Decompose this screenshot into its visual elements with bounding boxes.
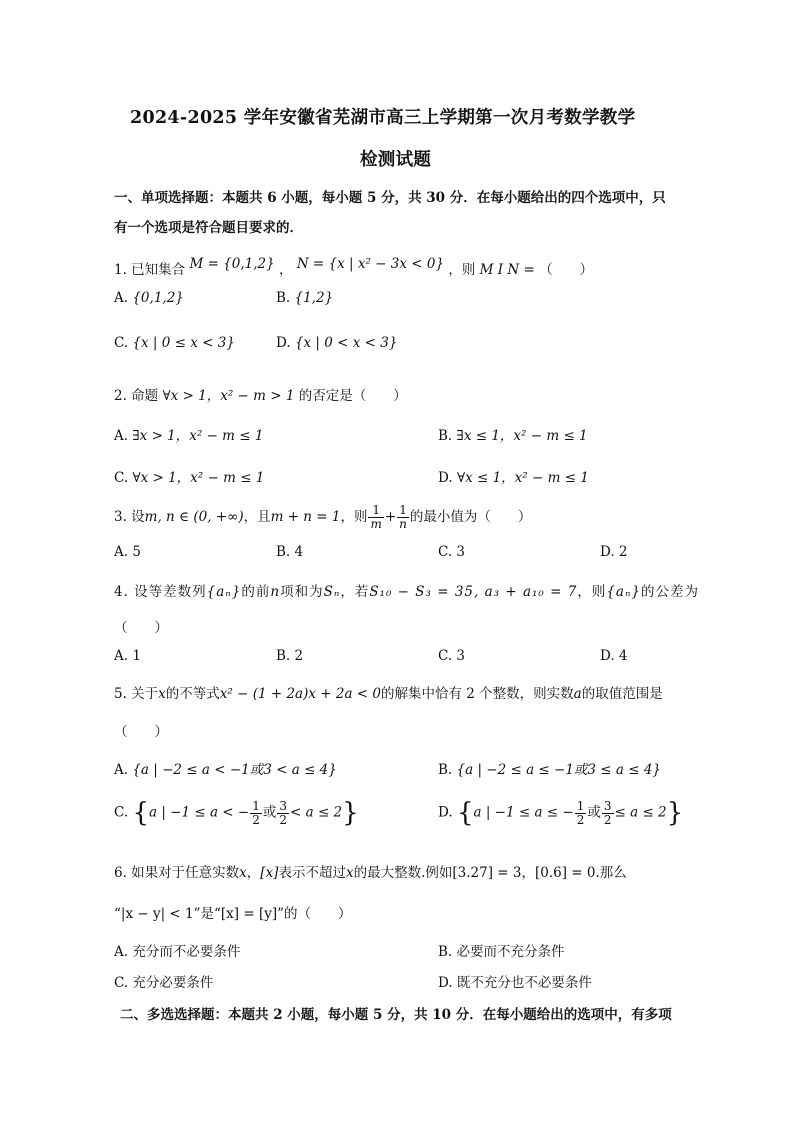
question-3-stem [114,504,531,531]
fraction [277,800,289,827]
q3-condition: m, n ∈ (0, +∞) [144,509,244,525]
q5-x: x [158,686,166,702]
q5-option-a[interactable] [114,758,337,778]
option-text: ≤ a ≤ 2 [614,804,667,821]
q4-stem-prefix: 4. 设等差数列 [114,584,207,600]
question-1-stem [114,258,593,278]
q5-option-c[interactable] [114,798,359,828]
option-text: < a ≤ 2 [290,804,343,821]
option-text: a | −1 ≤ a ≤ − [473,804,574,821]
q3-fraction-1 [368,504,383,531]
q3-stem-mid: ，且 [243,509,271,525]
q5-option-b[interactable] [438,758,661,778]
fraction-numerator: 1 [368,504,383,518]
option-text: {x | 0 < x < 3} [294,335,398,351]
q2-option-d[interactable] [438,466,589,486]
q4-option-a[interactable]: A. 1 [114,648,141,664]
q4-option-d[interactable]: D. 4 [600,648,628,664]
q4-stem-mid-2: 项和为 [280,584,324,600]
fraction-denominator: 2 [603,812,612,827]
q6-option-b[interactable]: B. 必要而不充分条件 [438,944,565,960]
option-label: A. [114,762,129,778]
q3-stem-suffix: 的最小值为（ ） [409,509,532,525]
fraction-numerator: 3 [279,798,287,813]
q6-example-1: [3.27] = 3 [452,865,522,881]
q6-x-2: x [345,865,354,881]
q6-sep-2: ， [521,865,535,881]
q2-option-b[interactable] [438,424,588,444]
q4-n: n [270,584,281,600]
option-text: {x | 0 ≤ x < 3} [132,335,235,351]
q4-stem-suffix: 的公差为 [641,584,700,600]
option-label: D. [438,804,453,821]
question-5-stem [114,682,663,702]
q1-separator: ， [279,262,293,278]
q4-stem-mid-4: ，则 [577,584,607,600]
option-label: B. [438,428,453,444]
fraction-numerator: 1 [397,504,409,518]
q1-stem-mid: ，则 [448,262,476,278]
fraction-denominator: n [399,517,407,531]
q3-stem-mid-2: ，则 [340,509,368,525]
option-text: a | −1 ≤ a < − [148,804,250,821]
option-label: A. [114,428,129,444]
q4-stem-mid-3: ，若 [340,584,370,600]
option-label: D. [438,470,453,486]
q3-condition-2: m + n = 1 [270,509,341,525]
option-text: {a | −2 ≤ a ≤ −1或3 ≤ a ≤ 4} [456,762,662,778]
q5-stem-suffix: 的取值范围是 [581,686,663,702]
fraction [250,800,262,827]
q1-option-d[interactable] [276,335,397,351]
option-text: 或 [587,804,601,821]
q3-fraction-2 [397,504,409,531]
right-brace: } [666,798,684,828]
fraction-numerator: 3 [603,798,612,813]
q3-option-c[interactable]: C. 3 [438,544,466,560]
q6-option-d[interactable]: D. 既不充分也不必要条件 [438,975,592,991]
q4-paren: （ ） [114,620,168,636]
option-text: 或 [262,804,277,821]
q5-stem-prefix: 5. 关于 [114,686,159,702]
option-text: ∃x > 1，x² − m ≤ 1 [132,428,264,444]
q6-stem-prefix: 6. 如果对于任意实数 [114,865,240,881]
fraction-denominator: 2 [252,812,260,827]
option-text: {a | −2 ≤ a < −1或3 < a ≤ 4} [132,762,337,778]
section2-heading: 二、多选选择题：本题共 2 小题，每小题 5 分，共 10 分．在每小题给出的选项中，有多项 [120,1007,672,1023]
option-text: ∀x ≤ 1，x² − m ≤ 1 [456,470,589,486]
q6-example-2: [0.6] = 0 [534,865,596,881]
q5-a: a [573,686,582,702]
left-brace: { [456,798,474,828]
q4-option-b[interactable]: B. 2 [276,648,304,664]
fraction [575,800,587,827]
q6-floor-x: [x] [260,865,279,881]
fraction-denominator: 2 [576,812,585,827]
q1-option-b[interactable] [276,290,333,306]
option-label: A. [114,290,129,306]
fraction-numerator: 1 [576,798,585,813]
q2-stem-prefix: 2. 命题 [114,388,159,404]
q6-x: x [239,865,247,881]
q1-expression: M I N = [479,262,535,278]
question-4-stem [114,580,699,600]
q3-plus: + [384,509,397,525]
option-text: ∀x > 1，x² − m ≤ 1 [132,470,265,486]
q3-option-b[interactable]: B. 4 [276,544,304,560]
q6-sep: ， [246,865,261,881]
option-label: C. [114,470,129,486]
q1-option-a[interactable] [114,290,184,306]
option-label: C. [114,804,129,821]
option-label: B. [276,290,291,306]
q4-option-c[interactable]: C. 3 [438,648,466,664]
q3-option-a[interactable]: A. 5 [114,544,141,560]
q1-option-c[interactable] [114,335,235,351]
q6-stem-line2: “|x − y| < 1”是“[x] = [y]”的（ ） [114,906,352,922]
option-label: C. [114,335,129,351]
question-2-stem [114,384,407,404]
q5-stem-mid-2: 的解集中恰有 2 个整数，则实数 [381,686,574,702]
q6-option-a[interactable]: A. 充分而不必要条件 [114,944,241,960]
section1-heading-line1: 一、单项选择题：本题共 6 小题，每小题 5 分，共 30 分．在每小题给出的四个选项中，只 [114,190,666,206]
left-brace: { [132,798,149,828]
q4-sequence: {aₙ} [206,584,242,600]
option-text: ∃x ≤ 1，x² − m ≤ 1 [456,428,588,444]
q4-sequence-2: {aₙ} [606,584,642,600]
q3-option-d[interactable]: D. 2 [600,544,628,560]
q6-stem-mid: 表示不超过 [278,865,346,881]
fraction-numerator: 1 [252,798,260,813]
q2-stem-expression: ∀x > 1，x² − m > 1 [162,388,295,404]
q4-sn: Sₙ [323,584,341,600]
q2-stem-suffix: 的否定是（ ） [298,388,407,404]
q5-stem-mid: 的不等式 [165,686,220,702]
q5-inequality: x² − (1 + 2a)x + 2a < 0 [219,686,381,702]
q1-stem-prefix: 1. 已知集合 [114,262,186,278]
page-title-line1: 2024-2025 学年安徽省芜湖市高三上学期第一次月考数学教学 [130,108,636,128]
fraction-denominator: 2 [279,812,287,827]
right-brace: } [342,798,359,828]
q6-stem-end: .那么 [595,865,627,881]
q1-set-n: N = {x | x² − 3x < 0} [296,256,445,272]
q2-option-a[interactable] [114,424,263,444]
option-text: {1,2} [294,290,334,306]
q6-option-c[interactable]: C. 充分必要条件 [114,975,214,991]
option-label: B. [438,762,453,778]
q6-stem-mid-2: 的最大整数.例如 [353,865,453,881]
option-text: {0,1,2} [132,290,184,306]
q5-paren: （ ） [114,724,168,740]
q5-option-d[interactable] [438,798,683,828]
question-6-stem [114,861,627,881]
q2-option-c[interactable] [114,466,264,486]
page-title-line2: 检测试题 [360,150,432,170]
q1-paren: （ ） [539,262,594,278]
q4-stem-mid: 的前 [241,584,271,600]
q3-stem-prefix: 3. 设 [114,509,145,525]
section1-heading-line2: 有一个选项是符合题目要求的． [114,220,303,236]
fraction [602,800,614,827]
q1-set-m: M = {0,1,2} [189,256,275,272]
q4-condition: S₁₀ − S₃ = 35, a₃ + a₁₀ = 7 [369,584,578,600]
fraction-denominator: m [370,517,382,531]
option-label: D. [276,335,291,351]
